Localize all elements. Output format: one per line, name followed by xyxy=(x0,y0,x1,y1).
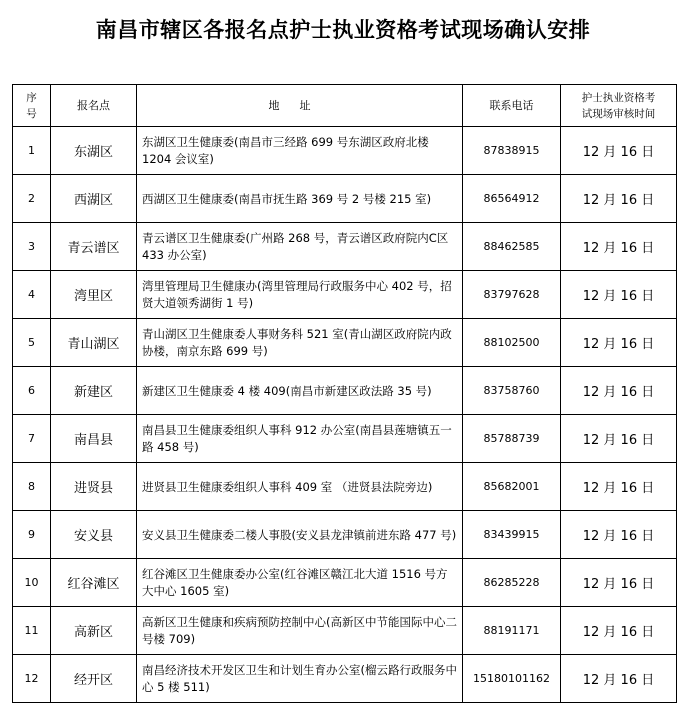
row-index: 3 xyxy=(13,223,51,271)
row-address: 西湖区卫生健康委(南昌市抚生路 369 号 2 号楼 215 室) xyxy=(137,175,463,223)
table-row xyxy=(13,511,677,559)
header-index: 序 号 xyxy=(13,85,51,127)
row-site: 南昌县 xyxy=(51,415,137,463)
table-row xyxy=(13,607,677,655)
row-site: 红谷滩区 xyxy=(51,559,137,607)
table-row xyxy=(13,175,677,223)
row-date: 12 月 16 日 xyxy=(561,415,677,463)
row-date: 12 月 16 日 xyxy=(561,607,677,655)
exam-schedule-table xyxy=(12,84,677,703)
table-header xyxy=(13,85,677,127)
row-address: 安义县卫生健康委二楼人事股(安义县龙津镇前进东路 477 号) xyxy=(137,511,463,559)
header-site: 报名点 xyxy=(51,85,137,127)
row-phone: 87838915 xyxy=(463,127,561,175)
table-row xyxy=(13,223,677,271)
row-date: 12 月 16 日 xyxy=(561,175,677,223)
table-body xyxy=(13,127,677,703)
table-row xyxy=(13,367,677,415)
row-phone: 83797628 xyxy=(463,271,561,319)
row-index: 10 xyxy=(13,559,51,607)
row-site: 西湖区 xyxy=(51,175,137,223)
row-site: 青山湖区 xyxy=(51,319,137,367)
row-address: 东湖区卫生健康委(南昌市三经路 699 号东湖区政府北楼 1204 会议室) xyxy=(137,127,463,175)
row-phone: 88191171 xyxy=(463,607,561,655)
page-title: 南昌市辖区各报名点护士执业资格考试现场确认安排 xyxy=(95,18,591,42)
row-phone: 83758760 xyxy=(463,367,561,415)
table-row xyxy=(13,319,677,367)
row-index: 12 xyxy=(13,655,51,703)
row-site: 经开区 xyxy=(51,655,137,703)
row-address: 青云谱区卫生健康委(广州路 268 号，青云谱区政府院内C区 433 办公室) xyxy=(137,223,463,271)
table-row xyxy=(13,271,677,319)
table-row xyxy=(13,127,677,175)
row-index: 7 xyxy=(13,415,51,463)
row-phone: 85788739 xyxy=(463,415,561,463)
header-phone: 联系电话 xyxy=(463,85,561,127)
row-site: 进贤县 xyxy=(51,463,137,511)
row-site: 湾里区 xyxy=(51,271,137,319)
header-row xyxy=(13,85,677,127)
row-site: 高新区 xyxy=(51,607,137,655)
row-site: 安义县 xyxy=(51,511,137,559)
row-address: 进贤县卫生健康委组织人事科 409 室 （进贤县法院旁边) xyxy=(137,463,463,511)
row-index: 5 xyxy=(13,319,51,367)
row-date: 12 月 16 日 xyxy=(561,463,677,511)
row-address: 南昌经济技术开发区卫生和计划生育办公室(榴云路行政服务中心 5 楼 511) xyxy=(137,655,463,703)
row-index: 8 xyxy=(13,463,51,511)
row-phone: 83439915 xyxy=(463,511,561,559)
table-row xyxy=(13,655,677,703)
table-row xyxy=(13,463,677,511)
row-index: 9 xyxy=(13,511,51,559)
row-phone: 85682001 xyxy=(463,463,561,511)
row-index: 1 xyxy=(13,127,51,175)
row-date: 12 月 16 日 xyxy=(561,271,677,319)
row-address: 青山湖区卫生健康委人事财务科 521 室(青山湖区政府院内政协楼，南京东路 699 号) xyxy=(137,319,463,367)
table-row xyxy=(13,559,677,607)
table-row xyxy=(13,415,677,463)
row-address: 高新区卫生健康和疾病预防控制中心(高新区中节能国际中心二号楼 709) xyxy=(137,607,463,655)
row-date: 12 月 16 日 xyxy=(561,655,677,703)
row-date: 12 月 16 日 xyxy=(561,511,677,559)
row-site: 新建区 xyxy=(51,367,137,415)
row-address: 新建区卫生健康委 4 楼 409(南昌市新建区政法路 35 号) xyxy=(137,367,463,415)
row-date: 12 月 16 日 xyxy=(561,127,677,175)
row-date: 12 月 16 日 xyxy=(561,367,677,415)
row-index: 11 xyxy=(13,607,51,655)
row-date: 12 月 16 日 xyxy=(561,559,677,607)
row-phone: 15180101162 xyxy=(463,655,561,703)
row-address: 南昌县卫生健康委组织人事科 912 办公室(南昌县莲塘镇五一路 458 号) xyxy=(137,415,463,463)
row-index: 4 xyxy=(13,271,51,319)
row-phone: 88462585 xyxy=(463,223,561,271)
row-site: 青云谱区 xyxy=(51,223,137,271)
row-date: 12 月 16 日 xyxy=(561,223,677,271)
row-date: 12 月 16 日 xyxy=(561,319,677,367)
row-phone: 86285228 xyxy=(463,559,561,607)
row-phone: 88102500 xyxy=(463,319,561,367)
row-address: 湾里管理局卫生健康办(湾里管理局行政服务中心 402 号，招贤大道领秀湖街 1 号) xyxy=(137,271,463,319)
row-index: 2 xyxy=(13,175,51,223)
row-phone: 86564912 xyxy=(463,175,561,223)
row-index: 6 xyxy=(13,367,51,415)
row-address: 红谷滩区卫生健康委办公室(红谷滩区赣江北大道 1516 号方大中心 1605 室) xyxy=(137,559,463,607)
header-review-time: 护士执业资格考 试现场审核时间 xyxy=(561,85,677,127)
row-site: 东湖区 xyxy=(51,127,137,175)
header-address: 地址 xyxy=(137,85,463,127)
